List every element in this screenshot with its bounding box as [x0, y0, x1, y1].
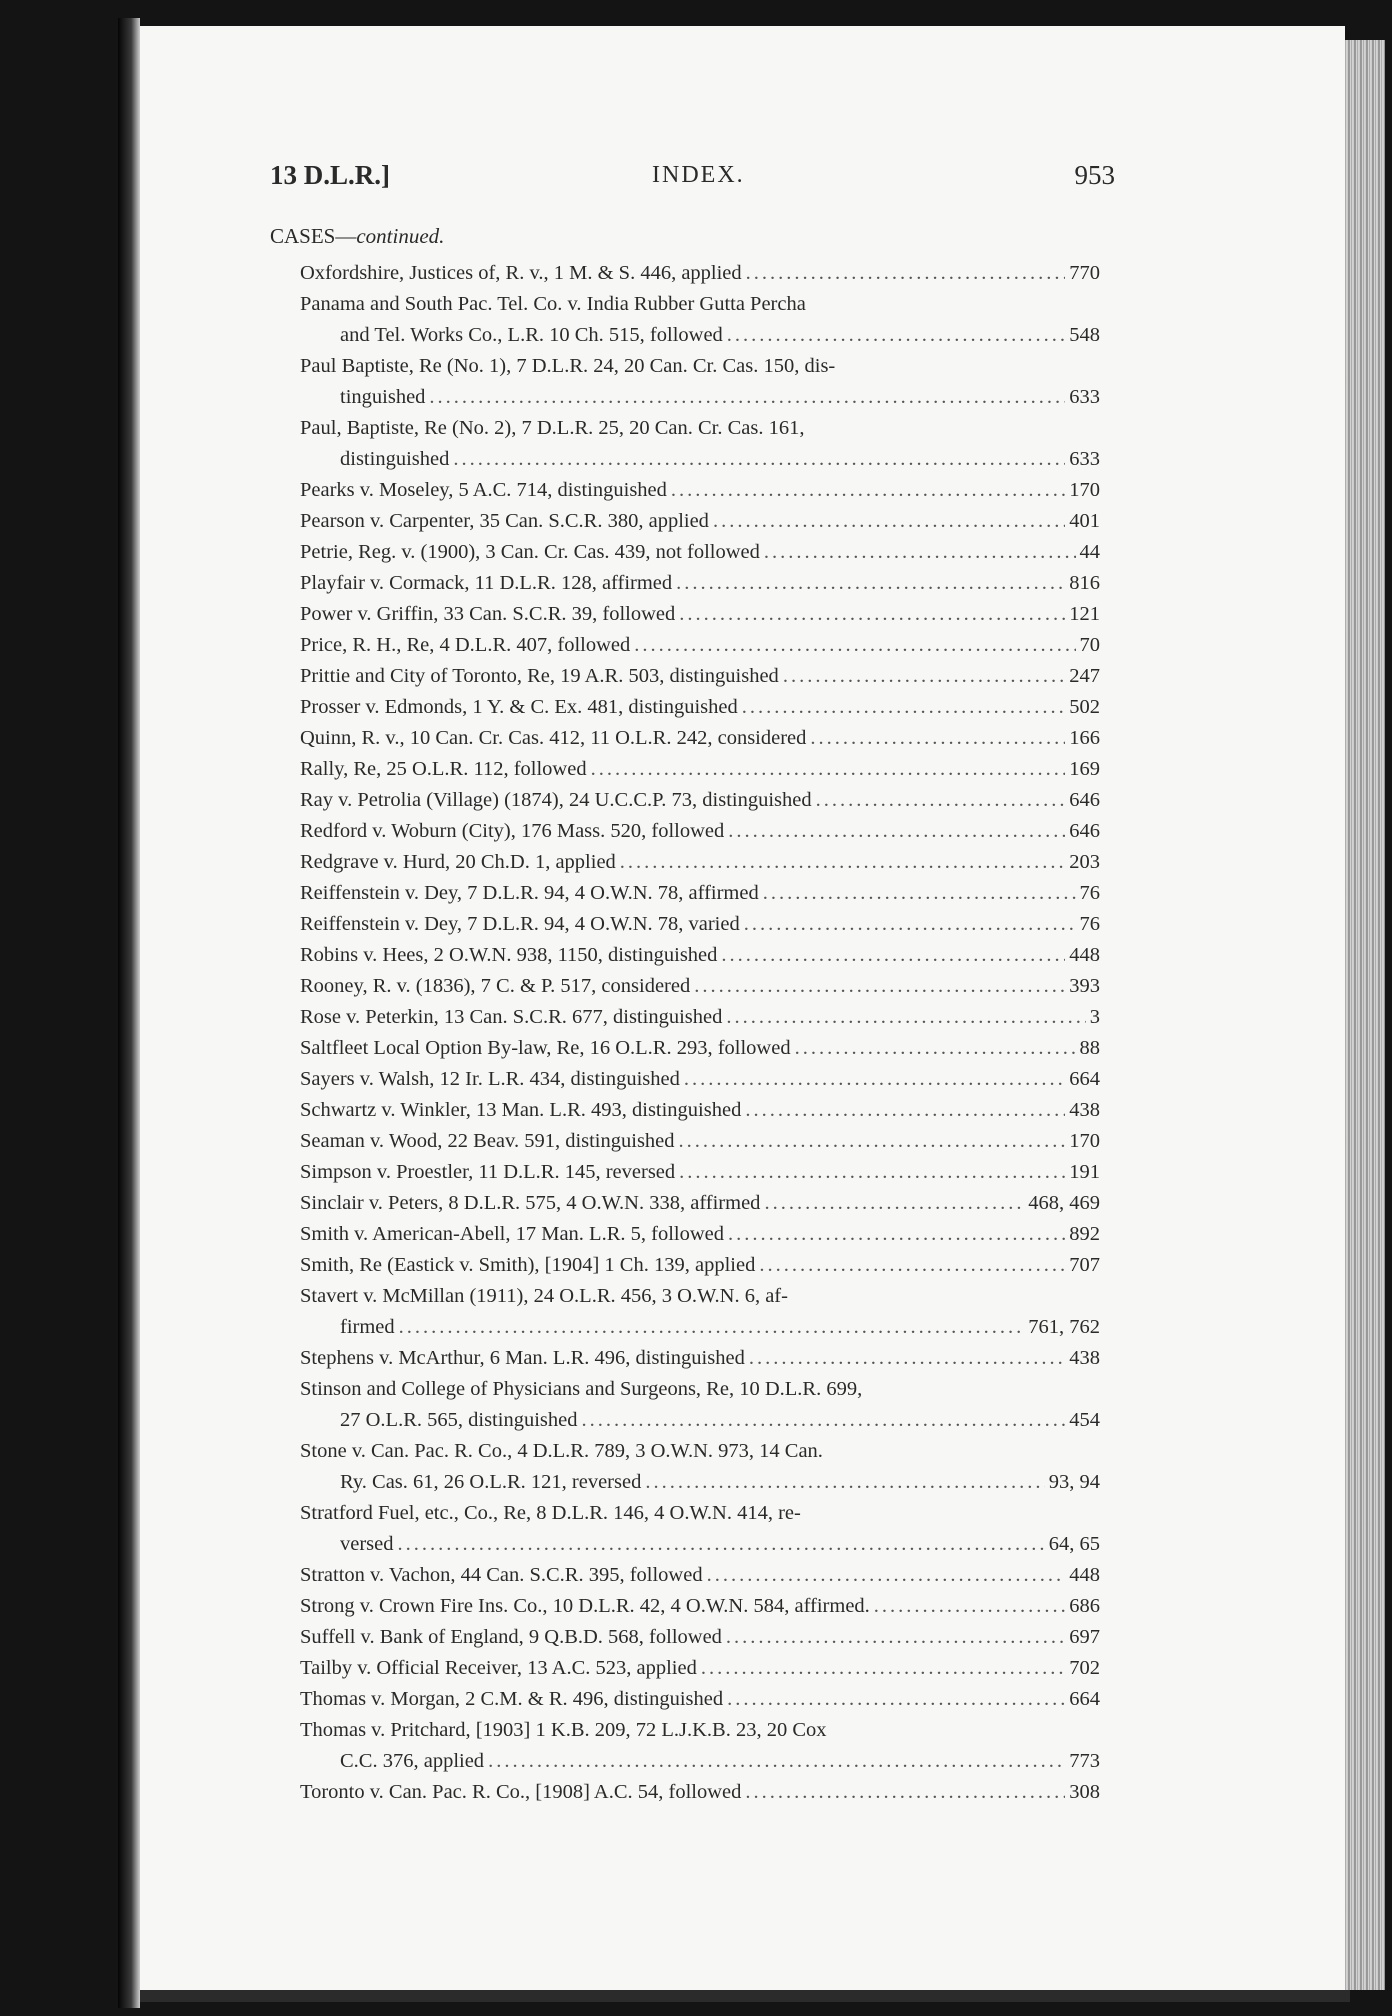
entry-citation-line: tinguished [340, 386, 426, 408]
entry-citation-line: Oxfordshire, Justices of, R. v., 1 M. & S. 446, applied [300, 262, 742, 284]
entry-page-ref: 169 [1069, 758, 1100, 780]
entry-citation-line: Sayers v. Walsh, 12 Ir. L.R. 434, distinguished [300, 1068, 680, 1090]
dot-leader [581, 1405, 1065, 1436]
entry-page-ref: 773 [1069, 1750, 1100, 1772]
entry-citation-line: Robins v. Hees, 2 O.W.N. 938, 1150, distinguished [300, 944, 718, 966]
entry-page-ref: 76 [1079, 882, 1100, 904]
entry-page-ref: 170 [1069, 1130, 1100, 1152]
entry-page-ref: 247 [1069, 665, 1100, 687]
entry-page-ref: 468, 469 [1028, 1192, 1100, 1214]
dot-leader [783, 661, 1065, 692]
entry-page-ref: 697 [1069, 1626, 1100, 1648]
entry-citation-line: Stinson and College of Physicians and Surgeons, Re, 10 D.L.R. 699, [300, 1378, 863, 1400]
entry-page-ref: 393 [1069, 975, 1100, 997]
dot-leader [727, 320, 1065, 351]
entry-citation-line: and Tel. Works Co., L.R. 10 Ch. 515, followed [340, 324, 723, 346]
index-entry [300, 351, 1100, 413]
dot-leader [676, 568, 1065, 599]
index-title: INDEX. [652, 162, 745, 188]
entry-citation-line: Stavert v. McMillan (1911), 24 O.L.R. 456, 3 O.W.N. 6, af- [300, 1285, 788, 1307]
index-entry [300, 1126, 1100, 1157]
dot-leader [671, 475, 1065, 506]
page-edges [1345, 40, 1385, 1990]
dot-leader [620, 847, 1065, 878]
entry-page-ref: 121 [1069, 603, 1100, 625]
entry-page-ref: 308 [1069, 1781, 1100, 1803]
index-entry [300, 1219, 1100, 1250]
index-entry [300, 1188, 1100, 1219]
entry-citation-line: distinguished [340, 448, 450, 470]
entry-page-ref: 633 [1069, 386, 1100, 408]
index-entry [300, 754, 1100, 785]
entry-citation-line: Prittie and City of Toronto, Re, 19 A.R. 503, distinguished [300, 665, 779, 687]
dot-leader [745, 1095, 1065, 1126]
entry-page-ref: 401 [1069, 510, 1100, 532]
index-entry [300, 1250, 1100, 1281]
entry-page-ref: 707 [1069, 1254, 1100, 1276]
dot-leader [679, 1157, 1065, 1188]
index-entry [300, 568, 1100, 599]
entry-citation-line: Paul, Baptiste, Re (No. 2), 7 D.L.R. 25, 20 Can. Cr. Cas. 161, [300, 417, 805, 439]
index-entry [300, 1343, 1100, 1374]
entry-citation-line: C.C. 376, applied [340, 1750, 485, 1772]
index-entry [300, 1064, 1100, 1095]
entry-citation-line: Simpson v. Proestler, 11 D.L.R. 145, reversed [300, 1161, 676, 1183]
index-entry [300, 909, 1100, 940]
entry-page-ref: 702 [1069, 1657, 1100, 1679]
volume-label: 13 D.L.R.] [270, 160, 390, 190]
dot-leader [874, 1591, 1065, 1622]
dot-leader [429, 382, 1065, 413]
entry-page-ref: 44 [1079, 541, 1100, 563]
entry-page-ref: 892 [1069, 1223, 1100, 1245]
entry-citation-line: Paul Baptiste, Re (No. 1), 7 D.L.R. 24, 20 Can. Cr. Cas. 150, dis- [300, 355, 836, 377]
dot-leader [645, 1467, 1044, 1498]
entry-page-ref: 76 [1079, 913, 1100, 935]
index-entry [300, 1777, 1100, 1808]
dot-leader [728, 1219, 1065, 1250]
case-index-list [300, 258, 1100, 1808]
index-entry [300, 630, 1100, 661]
index-entry [300, 1498, 1100, 1560]
entry-citation-line: Playfair v. Cormack, 11 D.L.R. 128, affirmed [300, 572, 673, 594]
index-entry [300, 1374, 1100, 1436]
entry-page-ref: 3 [1089, 1006, 1100, 1028]
index-entry [300, 661, 1100, 692]
entry-citation-line: Prosser v. Edmonds, 1 Y. & C. Ex. 481, distinguished [300, 696, 738, 718]
entry-citation-line: Smith, Re (Eastick v. Smith), [1904] 1 Ch. 139, applied [300, 1254, 756, 1276]
entry-page-ref: 633 [1069, 448, 1100, 470]
dot-leader [742, 692, 1066, 723]
dot-leader [764, 537, 1076, 568]
entry-citation-line: Sinclair v. Peters, 8 D.L.R. 575, 4 O.W.N. 338, affirmed [300, 1192, 761, 1214]
entry-citation-line: Tailby v. Official Receiver, 13 A.C. 523, applied [300, 1657, 697, 1679]
dot-leader [764, 1188, 1024, 1219]
index-entry [300, 413, 1100, 475]
section-label: CASES— [270, 224, 357, 248]
dot-leader [745, 1777, 1065, 1808]
index-entry [300, 1095, 1100, 1126]
dot-leader [707, 1560, 1066, 1591]
entry-page-ref: 64, 65 [1048, 1533, 1100, 1555]
entry-citation-line: Stratford Fuel, etc., Co., Re, 8 D.L.R. 146, 4 O.W.N. 414, re- [300, 1502, 801, 1524]
entry-citation-line: Stratton v. Vachon, 44 Can. S.C.R. 395, followed [300, 1564, 703, 1586]
book-spine-shadow [118, 18, 140, 2008]
dot-leader [726, 1622, 1065, 1653]
dot-leader [810, 723, 1065, 754]
index-entry [300, 506, 1100, 537]
bottom-shadow [140, 1990, 1350, 2002]
index-entry [300, 878, 1100, 909]
entry-citation-line: Reiffenstein v. Dey, 7 D.L.R. 94, 4 O.W.N. 78, affirmed [300, 882, 759, 904]
dot-leader [399, 1312, 1025, 1343]
entry-citation-line: Redford v. Woburn (City), 176 Mass. 520, followed [300, 820, 725, 842]
entry-citation-line: Seaman v. Wood, 22 Beav. 591, distinguished [300, 1130, 675, 1152]
entry-citation-line: firmed [340, 1316, 395, 1338]
dot-leader [795, 1033, 1076, 1064]
dot-leader [721, 940, 1065, 971]
dot-leader [728, 816, 1065, 847]
entry-citation-line: Pearson v. Carpenter, 35 Can. S.C.R. 380, applied [300, 510, 709, 532]
index-entry [300, 1560, 1100, 1591]
entry-citation-line: Reiffenstein v. Dey, 7 D.L.R. 94, 4 O.W.N. 78, varied [300, 913, 740, 935]
index-entry [300, 475, 1100, 506]
dot-leader [746, 258, 1066, 289]
section-heading [270, 224, 444, 249]
index-entry [300, 1622, 1100, 1653]
entry-citation-line: Pearks v. Moseley, 5 A.C. 714, distinguished [300, 479, 667, 501]
index-entry [300, 847, 1100, 878]
entry-citation-line: Smith v. American-Abell, 17 Man. L.R. 5, followed [300, 1223, 724, 1245]
dot-leader [453, 444, 1065, 475]
entry-page-ref: 438 [1069, 1347, 1100, 1369]
index-entry [300, 1436, 1100, 1498]
page-number: 953 [1074, 160, 1115, 190]
index-entry [300, 289, 1100, 351]
dot-leader [749, 1343, 1065, 1374]
index-entry [300, 971, 1100, 1002]
dot-leader [634, 630, 1075, 661]
entry-page-ref: 170 [1069, 479, 1100, 501]
dot-leader [684, 1064, 1065, 1095]
entry-page-ref: 191 [1069, 1161, 1100, 1183]
dot-leader [763, 878, 1076, 909]
dot-leader [398, 1529, 1045, 1560]
entry-page-ref: 88 [1079, 1037, 1100, 1059]
index-entry [300, 537, 1100, 568]
index-entry [300, 1002, 1100, 1033]
section-continued: continued. [356, 224, 445, 248]
index-entry [300, 723, 1100, 754]
entry-page-ref: 761, 762 [1028, 1316, 1100, 1338]
dot-leader [701, 1653, 1065, 1684]
entry-citation-line: Thomas v. Pritchard, [1903] 1 K.B. 209, 72 L.J.K.B. 23, 20 Cox [300, 1719, 827, 1741]
entry-citation-line: Ry. Cas. 61, 26 O.L.R. 121, reversed [340, 1471, 642, 1493]
dot-leader [488, 1746, 1065, 1777]
index-entry [300, 599, 1100, 630]
dot-leader [679, 599, 1065, 630]
entry-citation-line: Rose v. Peterkin, 13 Can. S.C.R. 677, distinguished [300, 1006, 723, 1028]
entry-citation-line: Power v. Griffin, 33 Can. S.C.R. 39, followed [300, 603, 676, 625]
entry-citation-line: Quinn, R. v., 10 Can. Cr. Cas. 412, 11 O.L.R. 242, considered [300, 727, 807, 749]
entry-page-ref: 448 [1069, 1564, 1100, 1586]
entry-citation-line: 27 O.L.R. 565, distinguished [340, 1409, 578, 1431]
entry-page-ref: 438 [1069, 1099, 1100, 1121]
entry-page-ref: 203 [1069, 851, 1100, 873]
entry-citation-line: Stone v. Can. Pac. R. Co., 4 D.L.R. 789, 3 O.W.N. 973, 14 Can. [300, 1440, 823, 1462]
entry-citation-line: Toronto v. Can. Pac. R. Co., [1908] A.C. 54, followed [300, 1781, 742, 1803]
index-entry [300, 940, 1100, 971]
index-entry [300, 1591, 1100, 1622]
entry-page-ref: 502 [1069, 696, 1100, 718]
dot-leader [726, 1002, 1085, 1033]
entry-page-ref: 166 [1069, 727, 1100, 749]
entry-citation-line: Stephens v. McArthur, 6 Man. L.R. 496, distinguished [300, 1347, 745, 1369]
entry-citation-line: Rooney, R. v. (1836), 7 C. & P. 517, considered [300, 975, 691, 997]
index-entry [300, 1684, 1100, 1715]
entry-citation-line: Petrie, Reg. v. (1900), 3 Can. Cr. Cas. 439, not followed [300, 541, 760, 563]
entry-citation-line: Panama and South Pac. Tel. Co. v. India Rubber Gutta Percha [300, 293, 806, 315]
dot-leader [744, 909, 1076, 940]
dot-leader [816, 785, 1066, 816]
running-header [270, 160, 1115, 200]
entry-citation-line: Saltfleet Local Option By-law, Re, 16 O.L.R. 293, followed [300, 1037, 791, 1059]
entry-page-ref: 70 [1079, 634, 1100, 656]
index-entry [300, 816, 1100, 847]
index-entry [300, 1715, 1100, 1777]
entry-page-ref: 448 [1069, 944, 1100, 966]
entry-page-ref: 93, 94 [1048, 1471, 1100, 1493]
entry-citation-line: Ray v. Petrolia (Village) (1874), 24 U.C.C.P. 73, distinguished [300, 789, 812, 811]
entry-page-ref: 548 [1069, 324, 1100, 346]
entry-citation-line: Price, R. H., Re, 4 D.L.R. 407, followed [300, 634, 631, 656]
index-entry [300, 1281, 1100, 1343]
index-entry [300, 258, 1100, 289]
dot-leader [679, 1126, 1066, 1157]
entry-page-ref: 770 [1069, 262, 1100, 284]
entry-page-ref: 646 [1069, 789, 1100, 811]
index-entry [300, 1033, 1100, 1064]
entry-citation-line: Schwartz v. Winkler, 13 Man. L.R. 493, distinguished [300, 1099, 742, 1121]
entry-page-ref: 454 [1069, 1409, 1100, 1431]
entry-citation-line: Strong v. Crown Fire Ins. Co., 10 D.L.R. 42, 4 O.W.N. 584, affirmed. [300, 1595, 870, 1617]
entry-page-ref: 686 [1069, 1595, 1100, 1617]
entry-page-ref: 646 [1069, 820, 1100, 842]
entry-page-ref: 664 [1069, 1068, 1100, 1090]
dot-leader [694, 971, 1065, 1002]
entry-citation-line: Redgrave v. Hurd, 20 Ch.D. 1, applied [300, 851, 616, 873]
index-entry [300, 692, 1100, 723]
index-entry [300, 1653, 1100, 1684]
entry-page-ref: 664 [1069, 1688, 1100, 1710]
dot-leader [591, 754, 1066, 785]
dot-leader [759, 1250, 1065, 1281]
index-entry [300, 785, 1100, 816]
entry-citation-line: Suffell v. Bank of England, 9 Q.B.D. 568, followed [300, 1626, 722, 1648]
dot-leader [713, 506, 1065, 537]
index-entry [300, 1157, 1100, 1188]
entry-citation-line: Rally, Re, 25 O.L.R. 112, followed [300, 758, 587, 780]
dot-leader [727, 1684, 1065, 1715]
entry-page-ref: 816 [1069, 572, 1100, 594]
entry-citation-line: versed [340, 1533, 394, 1555]
entry-citation-line: Thomas v. Morgan, 2 C.M. & R. 496, distinguished [300, 1688, 724, 1710]
